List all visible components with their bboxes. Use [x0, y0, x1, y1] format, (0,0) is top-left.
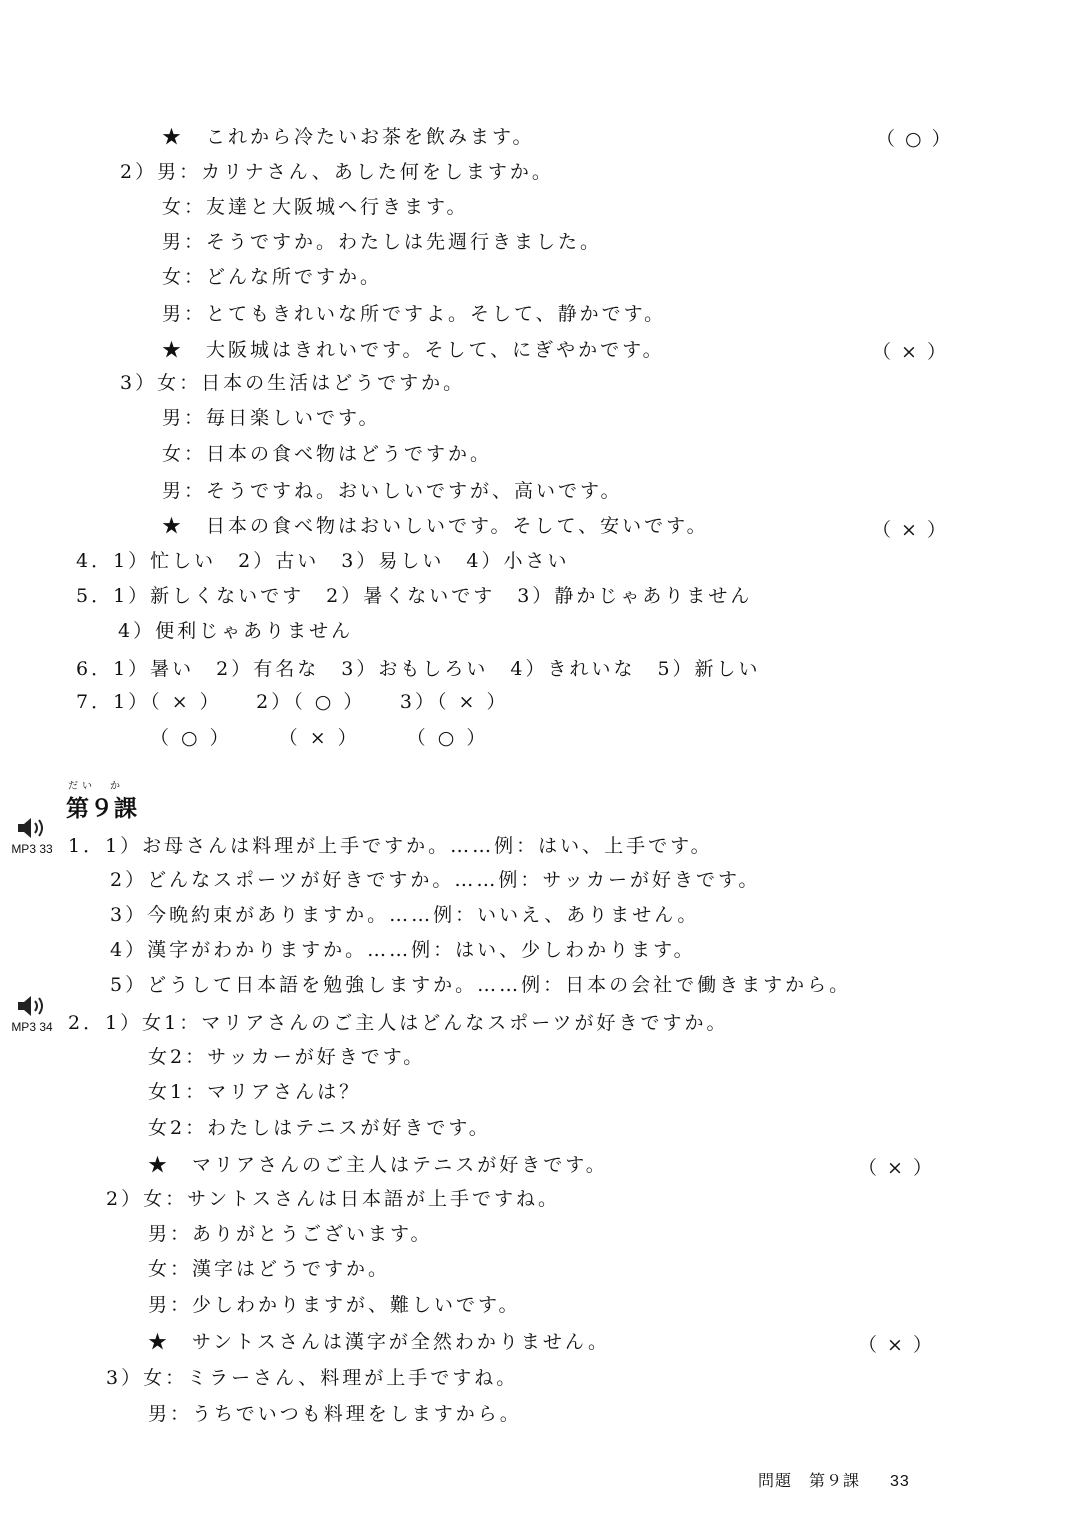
dialogue-line: 男：毎日楽しいです。	[162, 407, 381, 429]
dialogue-line: 女：友達と大阪城へ行きます。	[162, 196, 469, 218]
exercise-1-item: 2）どんなスポーツが好きですか。……例：サッカーが好きです。	[110, 869, 761, 891]
statement: ★ 大阪城はきれいです。そして、にぎやかです。	[162, 339, 665, 361]
exercise-6: 6．1）暑い 2）有名な 3）おもしろい 4）きれいな 5）新しい	[76, 658, 761, 680]
dialogue-line: 女：漢字はどうですか。	[148, 1258, 391, 1280]
page-number: 33	[890, 1473, 910, 1490]
exercise-4: 4．1）忙しい 2）古い 3）易しい 4）小さい	[76, 550, 570, 572]
statement: ★ サントスさんは漢字が全然わかりません。	[148, 1331, 611, 1353]
speaker-icon	[15, 816, 49, 840]
dialogue-line: 女：どんな所ですか。	[162, 266, 383, 288]
footer-label: 問題 第９課	[758, 1473, 861, 1490]
audio-track-label: MP3 33	[11, 842, 53, 856]
exercise-7-cont: （ ○ ） （ × ） （ ○ ）	[150, 727, 489, 749]
dialogue-line: 2）男：カリナさん、あした何をしますか。	[120, 161, 554, 183]
statement: ★ これから冷たいお茶を飲みます。	[162, 126, 535, 148]
exercise-7: 7．1）（ × ） 2）（ ○ ） 3）（ × ）	[76, 691, 509, 713]
dialogue-line: 男：ありがとうございます。	[148, 1223, 433, 1245]
dialogue-line: 2．1）女1：マリアさんのご主人はどんなスポーツが好きですか。	[68, 1012, 729, 1034]
statement: ★ 日本の食べ物はおいしいです。そして、安いです。	[162, 515, 709, 537]
dialogue-line: 女1：マリアさんは？	[148, 1081, 362, 1103]
answer-mark: （ × ）	[872, 519, 948, 541]
dialogue-line: 男：とてもきれいな所ですよ。そして、静かです。	[162, 303, 667, 325]
exercise-5-cont: 4）便利じゃありません	[118, 620, 354, 642]
answer-mark: （ ○ ）	[876, 128, 953, 150]
exercise-1-item: 3）今晩約束がありますか。……例：いいえ、ありません。	[110, 904, 700, 926]
dialogue-line: 男：少しわかりますが、難しいです。	[148, 1294, 521, 1316]
dialogue-line: 3）女：日本の生活はどうですか。	[120, 372, 466, 394]
dialogue-line: 女：日本の食べ物はどうですか。	[162, 443, 493, 465]
audio-track	[6, 816, 58, 856]
exercise-1-item: 4）漢字がわかりますか。……例：はい、少しわかります。	[110, 939, 696, 961]
answer-mark: （ × ）	[858, 1334, 934, 1356]
dialogue-line: 男：そうですね。おいしいですが、高いです。	[162, 480, 623, 502]
dialogue-line: 男：うちでいつも料理をしますから。	[148, 1403, 522, 1425]
lesson-title: 第９課	[66, 796, 138, 822]
exercise-5: 5．1）新しくないです 2）暑くないです 3）静かじゃありません	[76, 585, 753, 607]
speaker-icon	[15, 994, 49, 1018]
dialogue-line: 女2：わたしはテニスが好きです。	[148, 1117, 491, 1139]
exercise-1-item: 5）どうして日本語を勉強しますか。……例：日本の会社で働きますから。	[110, 974, 852, 996]
page-footer	[758, 1468, 910, 1491]
dialogue-line: 2）女：サントスさんは日本語が上手ですね。	[106, 1188, 560, 1210]
exercise-1-item: 1．1）お母さんは料理が上手ですか。……例：はい、上手です。	[68, 835, 713, 857]
answer-mark: （ × ）	[858, 1157, 934, 1179]
dialogue-line: 男：そうですか。わたしは先週行きました。	[162, 231, 603, 253]
statement: ★ マリアさんのご主人はテニスが好きです。	[148, 1154, 608, 1176]
lesson-title-ruby: だい か	[68, 781, 124, 792]
audio-track-label: MP3 34	[11, 1020, 53, 1034]
answer-mark: （ × ）	[872, 341, 948, 363]
dialogue-line: 3）女：ミラーさん、料理が上手ですね。	[106, 1367, 519, 1389]
dialogue-line: 女2：サッカーが好きです。	[148, 1046, 426, 1068]
audio-track	[6, 994, 58, 1034]
